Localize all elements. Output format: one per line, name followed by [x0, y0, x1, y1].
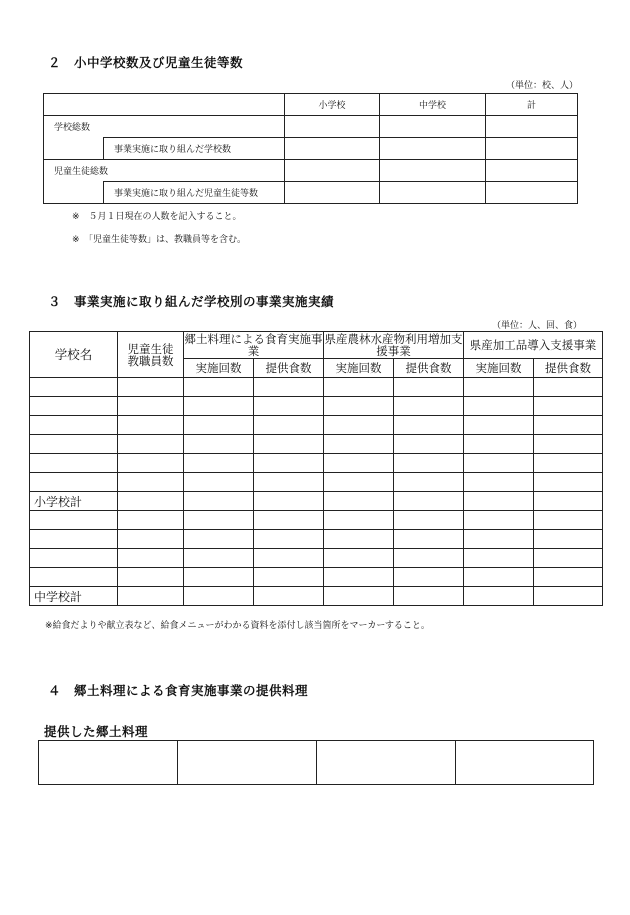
input-cell[interactable] [464, 587, 534, 606]
input-cell[interactable] [184, 454, 254, 473]
input-cell[interactable] [118, 397, 184, 416]
input-cell[interactable] [30, 549, 118, 568]
input-cell[interactable] [184, 568, 254, 587]
input-cell[interactable] [486, 182, 578, 204]
input-cell[interactable] [534, 511, 603, 530]
input-cell[interactable] [30, 397, 118, 416]
input-cell[interactable] [39, 741, 178, 785]
header-meals: 提供食数 [534, 359, 603, 378]
input-cell[interactable] [254, 416, 324, 435]
input-cell[interactable] [324, 568, 394, 587]
input-cell[interactable] [464, 416, 534, 435]
section3-unit: （単位：人、回、食） [491, 321, 582, 331]
input-cell[interactable] [118, 587, 184, 606]
input-cell[interactable] [285, 138, 380, 160]
input-cell[interactable] [464, 378, 534, 397]
header-meals: 提供食数 [394, 359, 464, 378]
input-cell[interactable] [464, 435, 534, 454]
input-cell[interactable] [394, 435, 464, 454]
input-cell[interactable] [324, 397, 394, 416]
table-row [44, 116, 578, 138]
header-group-agri-products: 県産農林水産物利用増加支援事業 [324, 332, 463, 358]
indent-cell [44, 182, 104, 204]
input-cell[interactable] [464, 473, 534, 492]
header-total: 計 [486, 94, 578, 116]
input-cell[interactable] [464, 492, 534, 511]
subtotal-row-elementary [30, 492, 603, 511]
input-cell[interactable] [394, 587, 464, 606]
input-cell[interactable] [394, 416, 464, 435]
input-cell[interactable] [394, 549, 464, 568]
subtotal-row-junior-high [30, 587, 603, 606]
input-cell[interactable] [184, 397, 254, 416]
input-cell[interactable] [324, 473, 394, 492]
input-cell[interactable] [118, 530, 184, 549]
input-cell[interactable] [394, 492, 464, 511]
table-row [30, 435, 603, 454]
row-label-school-total: 学校総数 [44, 116, 285, 138]
section2-note-1: ※ ５月１日現在の人数を記入すること。 [72, 212, 242, 222]
input-cell[interactable] [486, 138, 578, 160]
section3-note: ※給食だよりや献立表など、給食メニューがわかる資料を添付し該当箇所をマーカーすること。 [45, 621, 430, 631]
input-cell[interactable] [254, 530, 324, 549]
input-cell[interactable] [394, 473, 464, 492]
input-cell[interactable] [184, 416, 254, 435]
table-row [30, 473, 603, 492]
input-cell[interactable] [324, 416, 394, 435]
input-cell[interactable] [118, 454, 184, 473]
table-row [30, 416, 603, 435]
input-cell[interactable] [464, 568, 534, 587]
subtotal-label-elementary: 小学校計 [30, 492, 118, 511]
input-cell[interactable] [324, 492, 394, 511]
input-cell[interactable] [30, 511, 118, 530]
input-cell[interactable] [184, 587, 254, 606]
header-blank-cell [44, 94, 285, 116]
input-cell[interactable] [254, 435, 324, 454]
input-cell[interactable] [30, 378, 118, 397]
header-count: 実施回数 [184, 359, 254, 378]
input-cell[interactable] [254, 454, 324, 473]
input-cell[interactable] [486, 116, 578, 138]
input-cell[interactable] [285, 160, 380, 182]
table-row [30, 378, 603, 397]
input-cell[interactable] [254, 378, 324, 397]
input-cell[interactable] [394, 454, 464, 473]
input-cell[interactable] [118, 492, 184, 511]
input-cell[interactable] [486, 160, 578, 182]
input-cell[interactable] [118, 511, 184, 530]
input-cell[interactable] [324, 587, 394, 606]
table-row [30, 397, 603, 416]
results-table [29, 331, 603, 606]
input-cell[interactable] [534, 454, 603, 473]
section4-subheading: 提供した郷土料理 [44, 724, 149, 739]
input-cell[interactable] [534, 587, 603, 606]
input-cell[interactable] [534, 568, 603, 587]
input-cell[interactable] [254, 568, 324, 587]
indent-cell [44, 138, 104, 160]
input-cell[interactable] [317, 741, 456, 785]
header-elementary: 小学校 [285, 94, 380, 116]
input-cell[interactable] [118, 416, 184, 435]
input-cell[interactable] [456, 741, 594, 785]
header-school-name: 学校名 [30, 332, 118, 378]
input-cell[interactable] [254, 473, 324, 492]
input-cell[interactable] [30, 416, 118, 435]
input-cell[interactable] [184, 435, 254, 454]
header-meals: 提供食数 [254, 359, 324, 378]
input-cell[interactable] [534, 473, 603, 492]
input-cell[interactable] [324, 530, 394, 549]
input-cell[interactable] [394, 530, 464, 549]
input-cell[interactable] [394, 511, 464, 530]
input-cell[interactable] [285, 182, 380, 204]
input-cell[interactable] [324, 549, 394, 568]
input-cell[interactable] [534, 492, 603, 511]
local-cuisine-table [38, 740, 594, 785]
section2-title: ２ 小中学校数及び児童生徒等数 [48, 55, 244, 70]
input-cell[interactable] [534, 530, 603, 549]
input-cell[interactable] [118, 568, 184, 587]
header-group-local-cuisine: 郷土料理による食育実施事業 [184, 332, 323, 358]
input-cell[interactable] [184, 549, 254, 568]
input-cell[interactable] [118, 378, 184, 397]
row-label-student-total: 児童生徒総数 [44, 160, 285, 182]
input-cell[interactable] [464, 454, 534, 473]
section3-title: ３ 事業実施に取り組んだ学校別の事業実施実績 [48, 294, 335, 309]
input-cell[interactable] [324, 454, 394, 473]
table-row [44, 182, 578, 204]
input-cell[interactable] [254, 587, 324, 606]
section4-title: ４ 郷土料理による食育実施事業の提供料理 [48, 683, 309, 698]
input-cell[interactable] [118, 435, 184, 454]
input-cell[interactable] [394, 378, 464, 397]
table-row [30, 568, 603, 587]
table-row [30, 530, 603, 549]
input-cell[interactable] [118, 549, 184, 568]
input-cell[interactable] [324, 435, 394, 454]
input-cell[interactable] [534, 416, 603, 435]
input-cell[interactable] [184, 473, 254, 492]
table-row [30, 332, 603, 359]
table-row [44, 160, 578, 182]
input-cell[interactable] [254, 511, 324, 530]
input-cell[interactable] [394, 568, 464, 587]
row-label-participating-schools: 事業実施に取り組んだ学校数 [104, 138, 285, 160]
table-row [30, 511, 603, 530]
input-cell[interactable] [394, 397, 464, 416]
input-cell[interactable] [184, 511, 254, 530]
section2-unit: （単位：校、人） [505, 81, 578, 91]
input-cell[interactable] [380, 116, 486, 138]
header-staff-count: 児童生徒 教職員数 [118, 332, 184, 378]
input-cell[interactable] [534, 397, 603, 416]
input-cell[interactable] [254, 397, 324, 416]
table-row [39, 741, 594, 785]
input-cell[interactable] [534, 435, 603, 454]
input-cell[interactable] [254, 549, 324, 568]
input-cell[interactable] [30, 435, 118, 454]
input-cell[interactable] [464, 530, 534, 549]
table-row [44, 138, 578, 160]
input-cell[interactable] [534, 549, 603, 568]
header-count: 実施回数 [324, 359, 394, 378]
subtotal-label-junior-high: 中学校計 [30, 587, 118, 606]
input-cell[interactable] [285, 116, 380, 138]
input-cell[interactable] [254, 492, 324, 511]
input-cell[interactable] [184, 530, 254, 549]
input-cell[interactable] [380, 138, 486, 160]
input-cell[interactable] [30, 530, 118, 549]
input-cell[interactable] [324, 378, 394, 397]
input-cell[interactable] [464, 397, 534, 416]
header-junior-high: 中学校 [380, 94, 486, 116]
section2-note-2: ※ 「児童生徒等数」は、教職員等を含む。 [72, 235, 247, 245]
input-cell[interactable] [464, 549, 534, 568]
input-cell[interactable] [324, 511, 394, 530]
header-group-processed-goods: 県産加工品導入支援事業 [464, 332, 603, 359]
input-cell[interactable] [178, 741, 317, 785]
input-cell[interactable] [464, 511, 534, 530]
header-count: 実施回数 [464, 359, 534, 378]
input-cell[interactable] [184, 492, 254, 511]
table-row [30, 454, 603, 473]
input-cell[interactable] [534, 378, 603, 397]
input-cell[interactable] [30, 568, 118, 587]
school-count-table [43, 93, 578, 204]
input-cell[interactable] [118, 473, 184, 492]
input-cell[interactable] [184, 378, 254, 397]
input-cell[interactable] [380, 160, 486, 182]
input-cell[interactable] [30, 454, 118, 473]
row-label-participating-students: 事業実施に取り組んだ児童生徒等数 [104, 182, 285, 204]
table-row [30, 549, 603, 568]
table-row [44, 94, 578, 116]
input-cell[interactable] [380, 182, 486, 204]
input-cell[interactable] [30, 473, 118, 492]
